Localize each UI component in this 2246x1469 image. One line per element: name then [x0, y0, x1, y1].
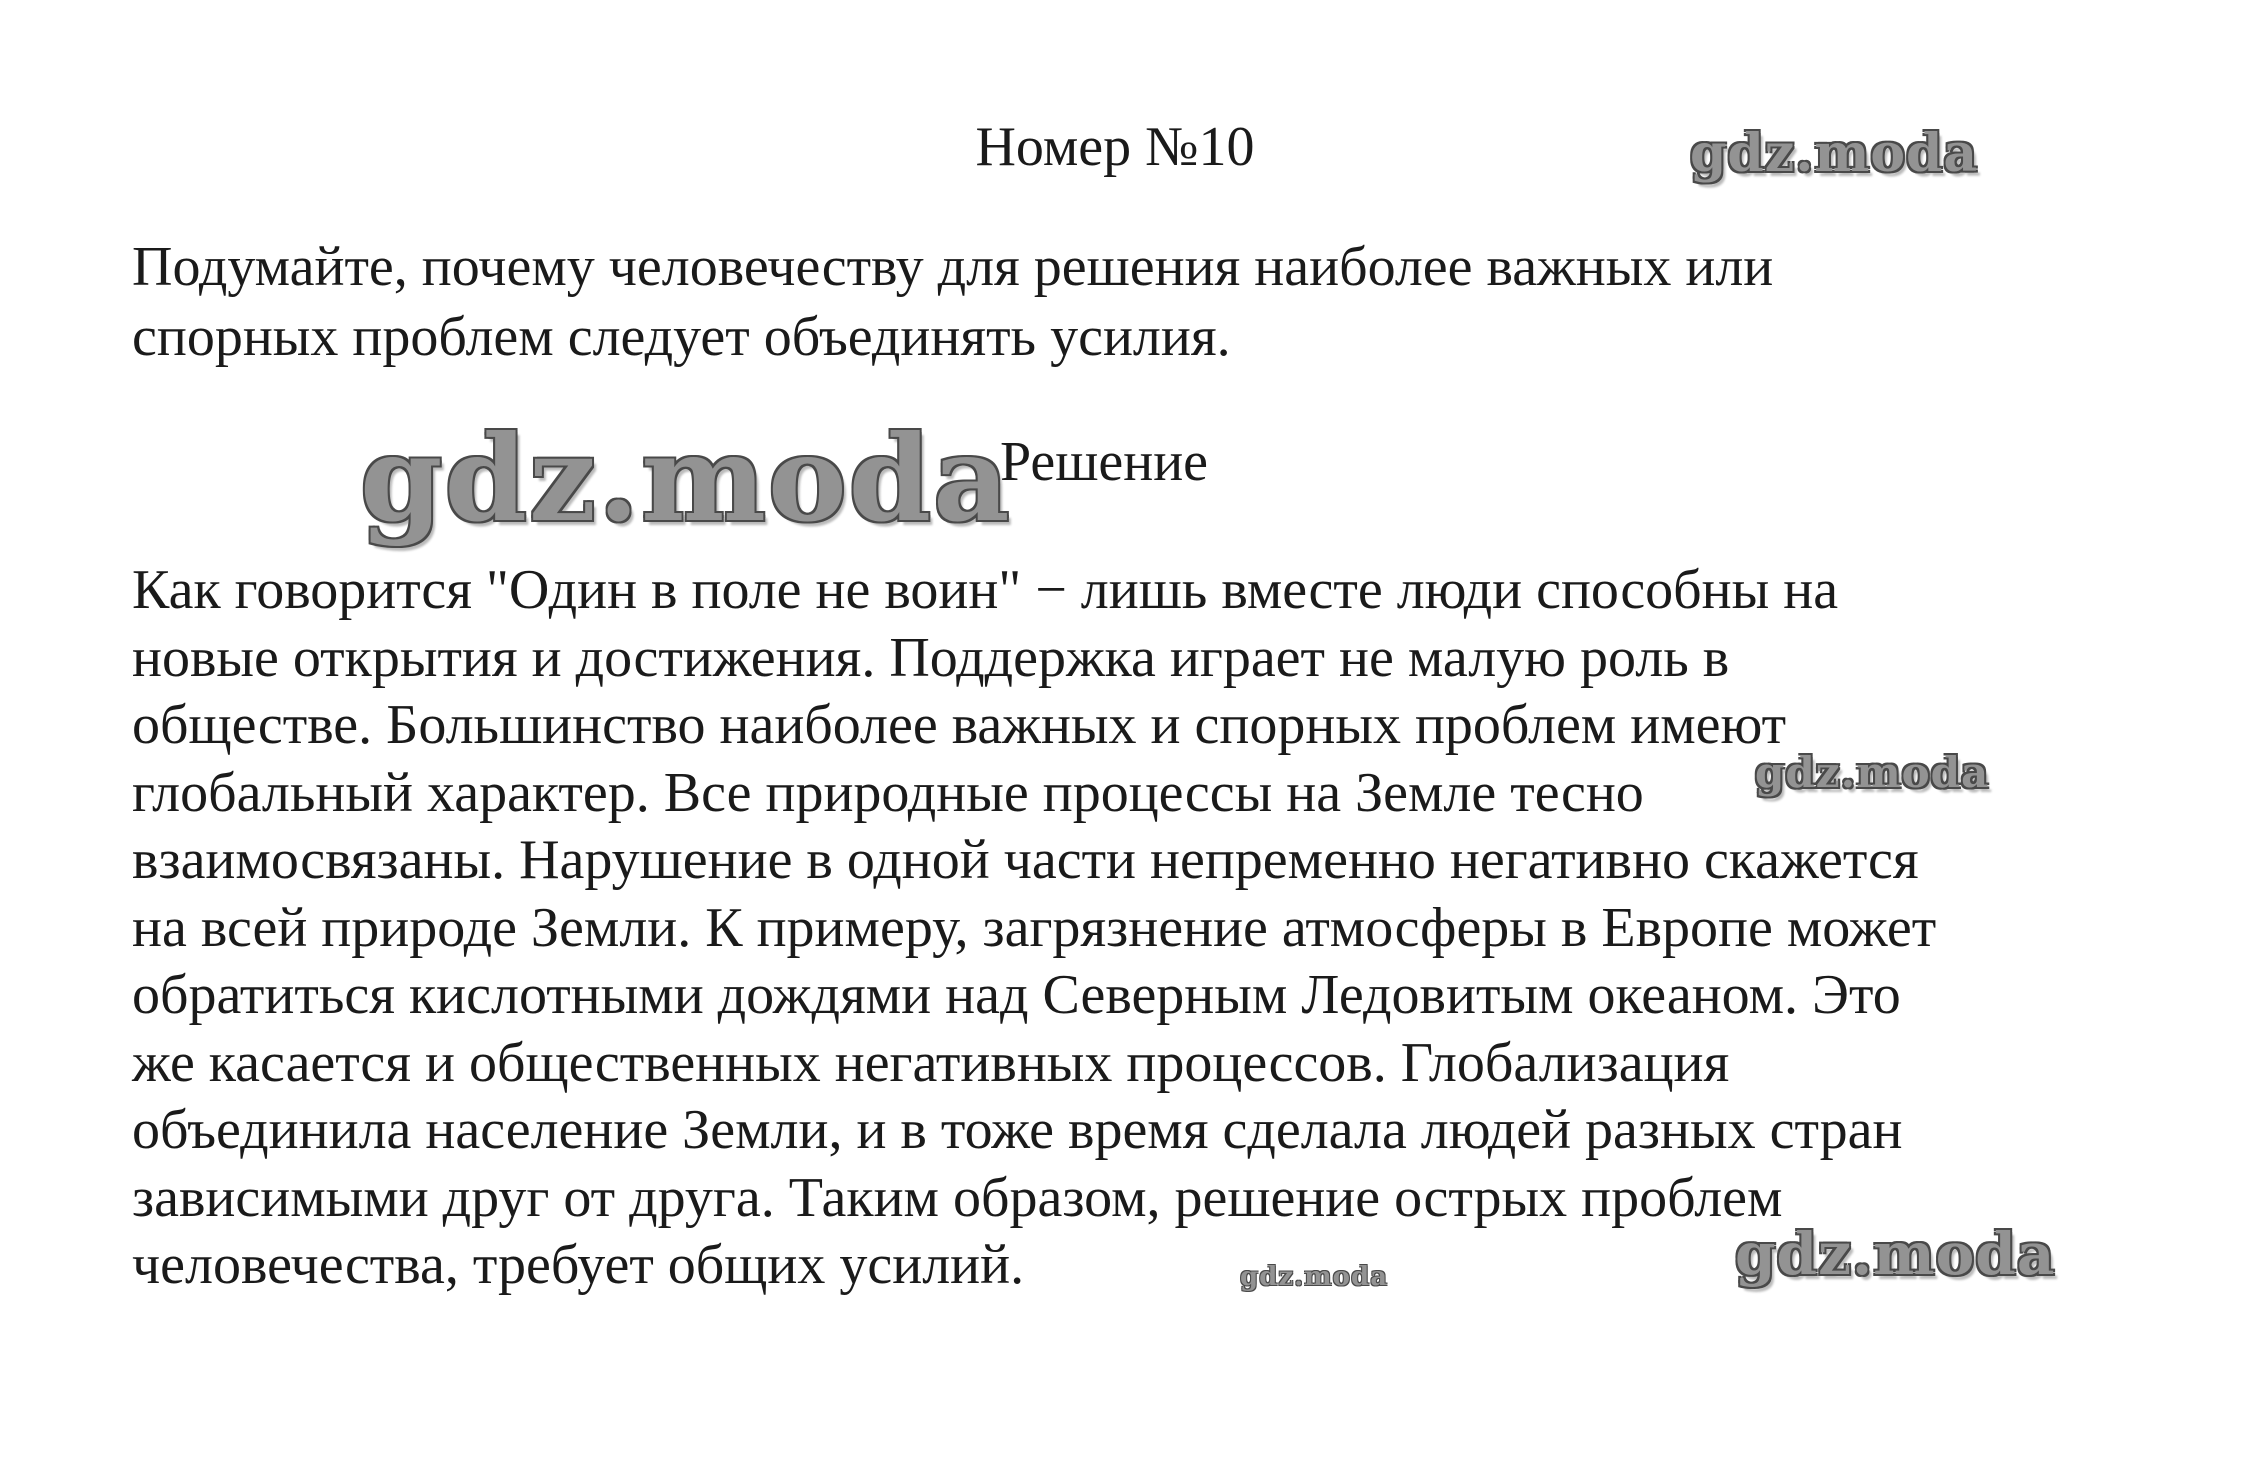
question-line: Подумайте, почему человечеству для решения наиболее важных или	[132, 236, 1774, 298]
answer-line: зависимыми друг от друга. Таким образом, решение острых проблем	[132, 1166, 1783, 1229]
page-title: Номер №10	[975, 116, 1255, 178]
answer-line: человечества, требует общих усилий.	[132, 1234, 1025, 1296]
answer-line: взаимосвязаны. Нарушение в одной части непременно негативно скажется	[132, 829, 1919, 891]
watermark: gdz.moda	[1240, 1262, 1389, 1292]
answer-line: объединила население Земли, и в тоже время сделала людей разных стран	[132, 1099, 1903, 1161]
answer-line: глобальный характер. Все природные процессы на Земле тесно	[132, 761, 1644, 824]
watermark: gdz.moda	[1755, 748, 1990, 797]
answer-line: новые открытия и достижения. Поддержка играет не малую роль в	[132, 626, 1730, 689]
watermark: gdz.moda	[1690, 123, 1979, 184]
question-text	[132, 232, 2112, 372]
solution-heading: Решение	[1000, 431, 1209, 493]
watermark: gdz.moda	[1735, 1220, 2056, 1288]
answer-text	[132, 557, 2122, 1300]
watermark: gdz.moda	[360, 409, 1012, 548]
answer-line: обратиться кислотными дождями над Северным Ледовитым океаном. Это	[132, 964, 1901, 1026]
answer-line: обществе. Большинство наиболее важных и спорных проблем имеют	[132, 694, 1787, 756]
question-line: спорных проблем следует объединять усилия.	[132, 306, 1231, 368]
answer-line: же касается и общественных негативных процессов. Глобализация	[132, 1031, 1730, 1094]
answer-line: на всей природе Земли. К примеру, загрязнение атмосферы в Европе может	[132, 896, 1937, 959]
answer-line: Как говорится "Один в поле не воин" − лишь вместе люди способны на	[132, 559, 1839, 621]
